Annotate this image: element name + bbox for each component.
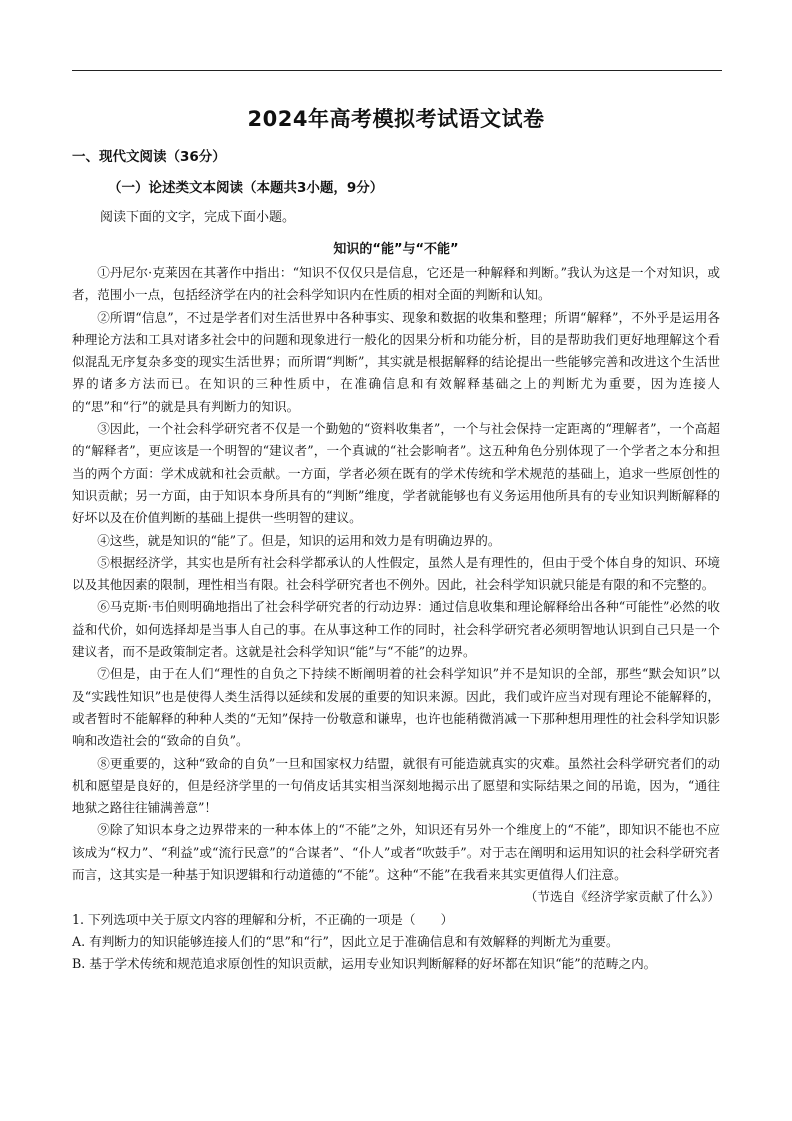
article-source: （节选自《经济学家贡献了什么》） (524, 889, 720, 905)
paragraph-3: ③因此，一个社会科学研究者不仅是一个勤勉的“资料收集者”，一个与社会保持一定距离的“理解者”，一个高超的“解释者”，更应该是一个明智的“建议者”，一个真诚的“社会影响者”。这五种角色分别体现了一个学者之本分和担当的两个方面：学术成就和社会贡献。一方面，学者必须在既有的学术传统和学术规范的基础上，追求一些原创性的知识贡献；另一方面，由于知识本身所具有的“判断”维度，学者就能够也有义务运用他所具有的专业知识判断解释的好坏以及在价值判断的基础上提供一些明智的建议。 (72, 421, 720, 526)
question-stem: 1. 下列选项中关于原文内容的理解和分析，不正确的一项是（ ） (72, 911, 454, 927)
article-title: 知识的“能”与“不能” (333, 242, 459, 257)
paragraph-6: ⑥马克斯·韦伯则明确地指出了社会科学研究者的行动边界：通过信息收集和理论解释给出各种“可能性”必然的收益和代价，如何选择却是当事人自己的事。在从事这种工作的同时，社会科学研究者必须明智地认识到自己只是一个建议者，而不是政策制定者。这就是社会科学知识“能”与“不能”的边界。 (72, 599, 720, 660)
article-body (72, 262, 720, 976)
exam-title: 2024年高考模拟考试语文试卷 (247, 107, 545, 131)
paragraph-8: ⑧更重要的，这种“致命的自负”一旦和国家权力结盟，就很有可能造就真实的灾难。虽然社会科学研究者们的动机和愿望是良好的，但是经济学里的一句俏皮话其实相当深刻地揭示出了愿望和实际结果之间的吊诡，因为，“通往地狱之路往往铺满善意”！ (72, 755, 720, 816)
section-heading: 一、现代文阅读（36分） (72, 149, 226, 165)
question-1 (72, 909, 720, 976)
paragraph-7: ⑦但是，由于在人们“理性的自负之下持续不断阐明着的社会科学知识”并不是知识的全部，那些“默会知识”以及“实践性知识”也是使得人类生活得以延续和发展的重要的知识来源。因此，我们或许应当对现有理论不能解释的，或者暂时不能解释的种种人类的“无知”保持一份敬意和谦卑，也许也能稍微消减一下那种想用理性的社会科学知识影响和改造社会的“致命的自负”。 (72, 666, 720, 749)
paragraph-1: ①丹尼尔·克莱因在其著作中指出：“知识不仅仅只是信息，它还是一种解释和判断。”我认为这是一个对知识，或者，范围小一点，包括经济学在内的社会科学知识内在性质的相对全面的判断和认知。 (72, 265, 720, 303)
paragraph-9: ⑨除了知识本身之边界带来的一种本体上的“不能”之外，知识还有另外一个维度上的“不能”，即知识不能也不应该成为“权力”、“利益”或“流行民意”的“合谋者”、“仆人”或者“吹鼓手”。对于志在阐明和运用知识的社会科学研究者而言，这其实是一种基于知识逻辑和行动道德的“不能”。这种“不能”在我看来其实更值得人们注意。 (72, 822, 720, 883)
header-rule (72, 70, 722, 71)
reading-instruction: 阅读下面的文字，完成下面小题。 (100, 210, 296, 225)
paragraph-5: ⑤根据经济学，其实也是所有社会科学都承认的人性假定，虽然人是有理性的，但由于受个体自身的知识、环境以及其他因素的限制，理性相当有限。社会科学研究者也不例外。因此，社会科学知识就只能是有限的和不完整的。 (72, 554, 720, 593)
option-a: A. 有判断力的知识能够连接人们的“思”和“行”，因此立足于准确信息和有效解释的判断尤为重要。 (72, 933, 619, 949)
subsection-heading: （一）论述类文本阅读（本题共3小题，9分） (108, 180, 384, 196)
option-b: B. 基于学术传统和规范追求原创性的知识贡献，运用专业知识判断解释的好坏都在知识“能”的范畴之内。 (72, 956, 657, 972)
paragraph-2: ②所谓“信息”，不过是学者们对生活世界中各种事实、现象和数据的收集和整理；所谓“解释”，不外乎是运用各种理论方法和工具对诸多社会中的问题和现象进行一般化的因果分析和功能分析，目的是帮助我们更好地理解这个看似混乱无序复杂多变的现实生活世界；而所谓“判断”，其实就是根据解释的结论提出一些能够完善和改进这个生活世界的诸多方法而已。在知识的三种性质中，在准确信息和有效解释基础之上的判断尤为重要，因为连接人的“思”和“行”的就是具有判断力的知识。 (72, 309, 720, 414)
paragraph-4: ④这些，就是知识的“能”了。但是，知识的运用和效力是有明确边界的。 (97, 532, 501, 548)
